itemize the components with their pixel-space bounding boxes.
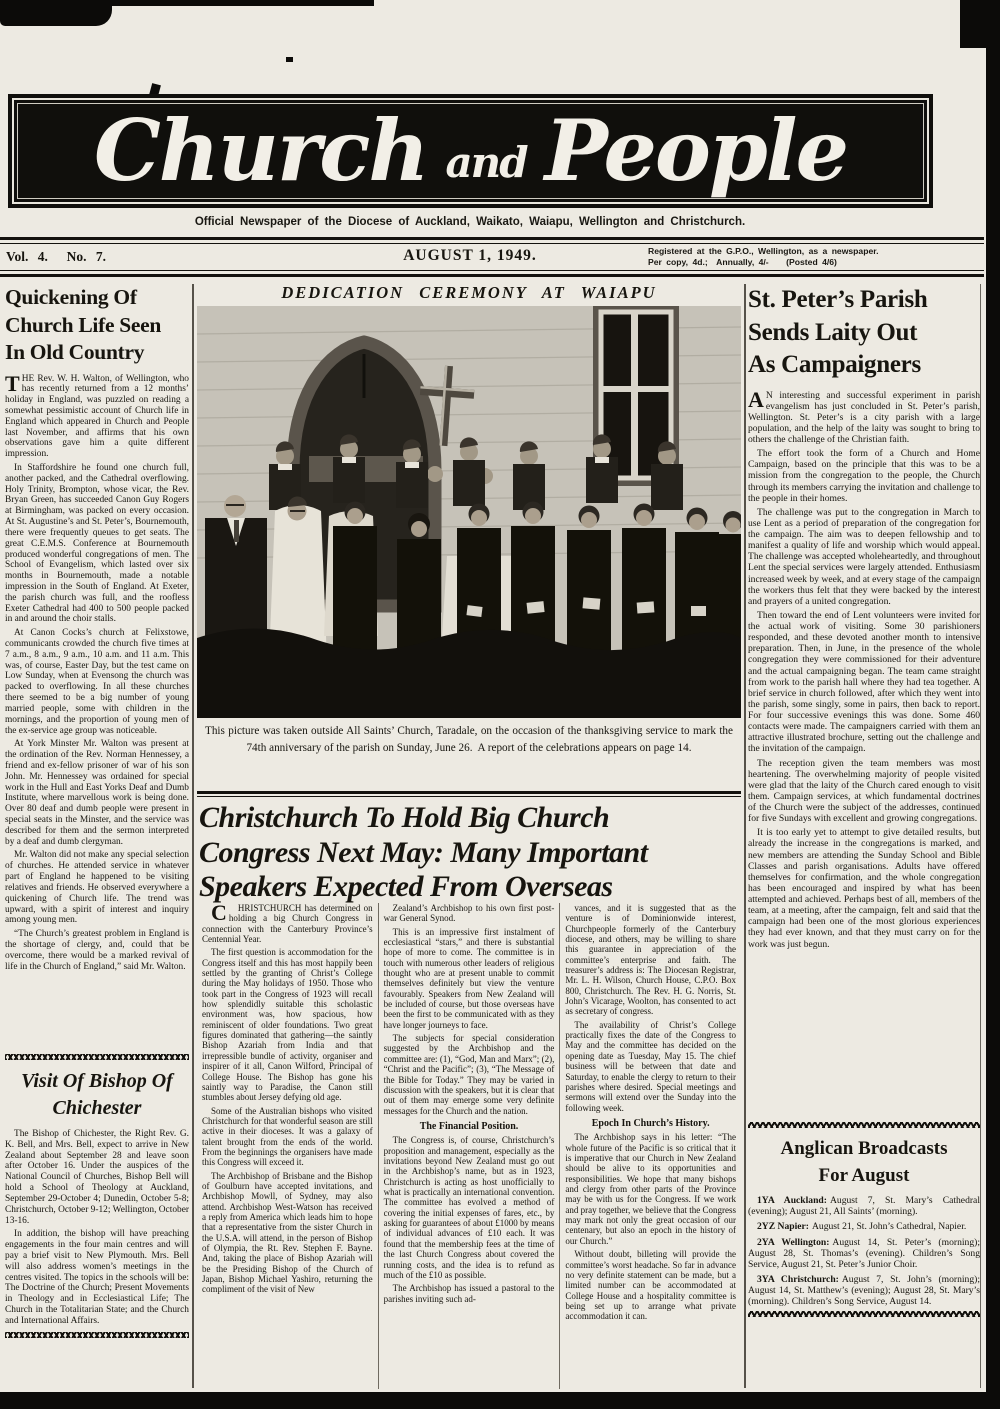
paragraph: This is an impressive first instalment of ecclesiastical “stars,” and there is substantial hope of more to come. The committee is in touch with numerous other leaders of religious thought who are at present unable to commit themselves definitely but view the venture favourably. Speakers from New Zealand will be included of course, but those overseas have been the first to be communicated with as they have longer journeys to face. — [383, 926, 555, 1030]
newspaper-title — [8, 94, 933, 208]
article-chichester — [5, 1052, 189, 1352]
scan-edge-right — [986, 0, 1000, 1409]
paragraph: In Staffordshire he found one church full, another packed, and the Cathedral overflowing. Holy Trinity, Brompton, whose vicar, the Rev. Bryan Green, has succeeded Canon Guy Rogers at Birmingham, was packed on every occasion. At St. Augustine’s and St. Peter’s, Bournemouth, there were frequently queues to get seats. The great C.E.M.S. Conference at Bournemouth produced wonderful congregations of men. The School of Evangelism, which lasted over six months in Bournemouth, made a notable impression in the South of England. At Exeter, the parish church was full, and the roofless Exeter Cathedral had 400 to 500 people packed in and around the choir stalls. — [5, 463, 189, 625]
photo-header: DEDICATION CEREMONY AT WAIAPU — [281, 283, 657, 302]
article-st-peters — [748, 284, 980, 1116]
paragraph: It is too early yet to attempt to give detailed results, but already the increase in the congregations is marked, and new members are attending the Sunday School and Bible Classes and parish organisations. Adults have offered themselves for confirmation, and the whole congregation has been encouraged and inspired by what has been attempted and achieved. Perhaps best of all, members of the team, at a meeting, after the campaign, felt and said that the campaign had been one of the most glorious experiences they had ever known, and that they must carry on for the work was just begun. — [748, 827, 980, 950]
divider — [0, 243, 984, 244]
column-rule — [980, 284, 981, 1388]
divider — [0, 270, 984, 271]
title-word: People — [544, 101, 848, 200]
column-rule — [744, 284, 746, 1388]
zigzag-divider — [748, 1122, 980, 1128]
drop-cap: T — [5, 370, 20, 396]
drop-cap: C — [211, 903, 227, 925]
broadcast-item: 3YA Christchurch: August 7, St. John’s (morning); August 14, St. Matthew’s (evening); August 28, St. Mary’s (morning). Children’s Song Service, August 14. — [748, 1273, 980, 1308]
article-quickening — [5, 284, 189, 1048]
drop-cap: A — [748, 386, 764, 412]
article-headline: St. Peter’s Parish Sends Laity Out As Campaigners — [748, 286, 928, 378]
paragraph: The Archbishop of Brisbane and the Bishop of Goulburn have accepted invitations, and Archbishop Mowll, of Sydney, may also attend. Archbishop West-Watson has received a reply from America which leads him to hope that a representative from the sister Church in the U.S.A. will attend, in the person of Bishop of Olympia, the Rt. Rev. Stephen F. Bayne. And, taking the place of Bishop Azariah will be the Presiding Bishop of the Church of Japan, Bishop Michael Yashiro, returning the compliment of the visit of New — [202, 1170, 373, 1295]
divider — [197, 796, 741, 797]
divider — [0, 237, 984, 240]
paragraph: The reception given the team members was most heartening. The overwhelming majority of people visited were glad that the laity of the Church cared enough to visit them. Campaign services, at which fundamental doctrines of the Church were the subject of the addresses, continued for five Sundays with excellent and growing congregations. — [748, 757, 980, 825]
scan-edge-bottom — [0, 1392, 1000, 1409]
paragraph: Zealand’s Archbishop to his own first post-war General Synod. — [383, 903, 555, 924]
dedication-photo-art — [197, 306, 741, 718]
article-column-3 — [559, 903, 741, 1389]
scan-artifact — [286, 57, 293, 62]
scan-artifact — [0, 0, 112, 26]
issue-date: AUGUST 1, 1949. — [403, 247, 537, 264]
paragraph: Mr. Walton did not make any special selection of churches. He attended service in whatever part of England he happened to be visiting relatives and friends. He observed everywhere a quickening of Church life. The trend was upward, with a spirit of interest and inquiry among young men. — [5, 850, 189, 926]
paragraph: The Congress is, of course, Christchurch’s proposition and management, especially as the invitations beyond New Zealand must go out in the Archbishop’s name, but as in 1923, Christchurch is acting as host unofficially to what is practically an international convention. The committee has evolved a method of covering the initial expenses of fares, etc., by asking for guarantees of about £1000 by means of individual advances of £10 each. It was found that the membership fees at the time of the last Church Congress about covered the running costs, and the idea is to refund as much of the £10 as possible. — [383, 1135, 555, 1280]
zigzag-divider — [748, 1311, 980, 1317]
divider — [197, 791, 741, 794]
divider — [0, 274, 984, 277]
paragraph: The Archbishop has issued a pastoral to the parishes inviting such ad- — [383, 1283, 555, 1304]
paragraph: vances, and it is suggested that as the venture is of Dominionwide interest, Churchpeople formerly of the Canterbury diocese, and others, may be willing to share this guarantee in appreciation of the committee’s enterprise and faith. The treasurer’s address is: The Diocesan Registrar, Mr. L. H. Wilson, Church House, C.P.O. Box 800, Christchurch. The Rev. H. G. Norris, St. John’s Vicarage, Woolton, has consented to act as secretary of congress. — [565, 903, 737, 1017]
paragraph: Some of the Australian bishops who visited Christchurch for that wonderful season are still active in their dioceses. It was a galaxy of talent brought from the ends of the world. From the beginnings the organisers have made this Congress will exceed it. — [202, 1105, 373, 1168]
paragraph: THE Rev. W. H. Walton, of Wellington, who has recently returned from a 12 months’ holiday in England, was puzzled on reading a somewhat pessimistic account of Church life in England which appeared in Church and People last November, and affirms that his own observations gave him a quite different impression. — [5, 370, 189, 460]
subhead-epoch: Epoch In Church’s History. — [591, 1117, 710, 1129]
paragraph: A N interesting and successful experiment in parish evangelism has just concluded in St. Peter’s parish, Wellington. St. Peter’s is a city parish with a large population, and the help of the laity was sought to bring to others the challenge of the Christian faith. — [748, 386, 980, 445]
zigzag-divider — [5, 1332, 189, 1338]
newspaper-subtitle: Official Newspaper of the Diocese of Auckland, Waikato, Waiapu, Wellington and Christchurch. — [194, 216, 746, 228]
article-headline: Visit Of Bishop Of Chichester — [21, 1070, 173, 1119]
article-congress — [197, 903, 741, 1389]
paragraph: The Bishop of Chichester, the Right Rev. G. K. Bell, and Mrs. Bell, expect to arrive in New Zealand about September 28 and leave soon after October 16. Under the auspices of the National Council of Churches, Bishop Bell will hold a School of Theology at Auckland, September 29-October 4; Dunedin, October 5-8; Christchurch, October 9-12; Wellington, October 13-16. — [5, 1129, 189, 1226]
zigzag-divider — [5, 1054, 189, 1060]
paragraph: “The Church’s greatest problem in England is the shortage of clergy, and, could that be overcome, there would be a marked revival of life in the Church of England,” said Mr. Walton. — [5, 929, 189, 972]
paragraph: The subjects for special consideration suggested by the Archbishop and the committee are: (1), “God, Man and Marx”; (2), “Christ and the Pacific”; (3), “The Message of the Bible for Today.” They may be varied in discussion with the speakers, but it is clear that out of them may emerge some very definite messages for the Church and the nation. — [383, 1033, 555, 1116]
article-column-1 — [197, 903, 378, 1389]
broadcast-item: 2YA Wellington: August 14, St. Peter’s (morning); August 28, St. Thomas’s (evening). Children’s Song Service, August 21, St. Peter’s Junior Choir. — [748, 1236, 980, 1270]
paragraph: The availability of Christ’s College practically fixes the date of the Congress to May and the committee has decided on the opening date as Tuesday, May 15. The chief business will be between that date and Saturday, to enable the clergy to return to their parishes where desired. Special meetings and sermons will extend over the Sunday into the following week. — [565, 1019, 737, 1113]
broadcast-item: 2YZ Napier: August 21, St. John’s Cathedral, Napier. — [757, 1221, 967, 1233]
paragraph: In addition, the bishop will have preaching engagements in the four main centres and will pay a brief visit to New Plymouth. Mrs. Bell will also address women’s meetings in the centres visited. The topics in the schools will be: The Doctrine of the Church; Present Movements in Theology and in Ecclesiastical Life; The Church in the Totalitarian State; and the Church and International Affairs. — [5, 1229, 189, 1326]
paragraph: At York Minster Mr. Walton was present at the ordination of the Rev. Norman Hennessey, a friend and ex-fellow prisoner of war of his son John. Mr. Hennessey was ordained for special work in the Hull and East Yorks Deaf and Dumb Institute, where marvellous work is being done. Over 80 deaf and dumb people were present in special seats in the Minster, and the service was described for them and the sermon interpreted by a deaf and dumb clergyman. — [5, 739, 189, 847]
nameplate — [8, 94, 933, 208]
paragraph: The challenge was put to the congregation in March to use Lent as a period of preparation of the congregation for the campaign. The aim was to deepen fellowship and to manifest a quality of life and worship which would appeal. The challenge was accepted wholeheartedly, and throughout Lent the special services were largely attended. Enthusiasm increased week by week, and at every stage of the campaign the workers thus felt that they were backed by the interest and prayers of a united congregation. — [748, 506, 980, 607]
registration-line: Per copy, 4d.; Annually, 4/- (Posted 4/6) — [648, 257, 837, 268]
dedication-photo — [197, 306, 741, 718]
paragraph: Without doubt, billeting will provide the committee’s worst headache. So far in advance no very definite statement can be made, but a limited number can be accommodated at College House and a hospitality committee is being set up to arrange what private accommodation it can. — [565, 1249, 737, 1322]
paragraph: Then toward the end of Lent volunteers were invited for the actual work of visiting. Some 30 parishioners responded, and these devoted another month to intensive preparation. Then, in June, in the presence of the whole congregation they were commissioned for their adventure and the actual campaigning began. The team came straight from work to the parish hall where they had tea together. A brief service in church followed, after which they went into the parish, some singly, some in pairs, then back to report. For four successive evenings this was done. Some 460 contacts were made. The campaigners carried with them an attractive illustrated brochure, setting out the challenge and the invitation of the campaign. — [748, 609, 980, 755]
paragraph: The Archbishop says in his letter: “The whole future of the Pacific is so critical that it is imperative that our Church in New Zealand should be alive to its opportunities and responsibilities. We hope that many bishops and clergy from other parts of the Province may be with us for the Congress. If we work and pray together, we believe that the Congress may mark not only the great occasion of our centenary, but also an epoch in the history of our Church.” — [565, 1132, 737, 1246]
title-word: and — [445, 137, 527, 187]
paragraph: At Canon Cocks’s church at Felixstowe, communicants crowded the church five times at 7 a.m., 8 a.m., 9 a.m., 10 a.m. and 11 a.m. This was, of course, Easter Day, but the test came on Low Sunday, when at Evensong the church was packed to overflowing. In all these churches there seemed to be a big number of young married people, some with children in the mornings, and the proportion of young men of the ex-service age group was noticeable. — [5, 628, 189, 736]
registration-line: Registered at the G.P.O., Wellington, as a newspaper. — [648, 246, 879, 256]
article-headline: Quickening Of Church Life Seen In Old Country — [5, 285, 162, 365]
congress-headline: Christchurch To Hold Big Church Congress Next May: Many Important Speakers Expected From Overseas — [199, 801, 648, 903]
column-rule — [192, 284, 194, 1388]
paragraph: The first question is accommodation for the Congress itself and this has most happily been settled by the granting of Christ’s College during the May holidays of 1950. Those who took part in the Congress of 1923 will recall how splendidly suitable this scholastic environment was, how spacious, how reminiscent of older foundations. Two great figures dominated that gathering—the saintly Bishop Azariah from India and that irrepressible bundle of activity, organiser and inspirer of it all, Canon Wilford, Principal of College House. The Bishop has gone his saintly way to Paradise, the Canon still stumbles about Jersey defying old age. — [202, 947, 373, 1103]
paragraph: C HRISTCHURCH has determined on holding a big Church Congress in connection with the Canterbury Province’s Centennial Year. — [202, 903, 373, 945]
subhead-financial-position: The Financial Position. — [419, 1120, 519, 1132]
article-column-2 — [378, 903, 560, 1389]
broadcast-item: 1YA Auckland: August 7, St. Mary’s Cathedral (evening); August 21, All Saints’ (morning). — [748, 1195, 980, 1218]
volume-number: Vol. 4. No. 7. — [6, 249, 107, 264]
paragraph: The effort took the form of a Church and Home Campaign, based on the principle that this was to be a mission from the congregation to the people, the Church through its members carrying the invitation and challenge to the people in their homes. — [748, 448, 980, 504]
registration-note — [648, 246, 968, 268]
title-word: Church — [93, 101, 428, 200]
photo-caption: This picture was taken outside All Saints’ Church, Taradale, on the occasion of the thanksgiving service to mark the 74th anniversary of the parish on Sunday, June 26. A report of the celebrations appears on page 14. — [205, 725, 733, 754]
broadcasts-headline: Anglican Broadcasts For August — [780, 1138, 948, 1186]
broadcasts-box — [748, 1120, 980, 1392]
